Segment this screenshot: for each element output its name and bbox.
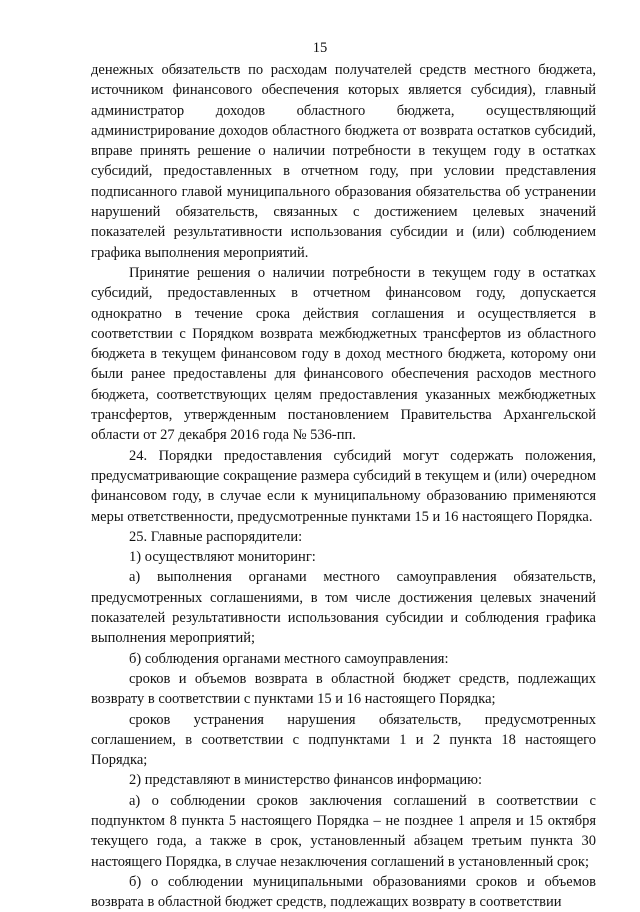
subitem-2a: а) о соблюдении сроков заключения соглашений в соответствии с подпунктом 8 пункта 5 настоящего Порядка – не позднее 1 апреля и 15 октября текущего года, а также в срок, установленный абзацем третьим пункта 30 настоящего Порядка, в случае незаключения соглашений в установленный срок; [91,792,596,870]
subitem-2b: б) о соблюдении муниципальными образованиями сроков и объемов возврата в областной бюджет средств, подлежащих возврату в соответствии [91,873,596,911]
paragraph: сроков и объемов возврата в областной бюджет средств, подлежащих возврату в соответствии с пунктами 15 и 16 настоящего Порядка; [91,670,596,708]
subitem-1b: б) соблюдения органами местного самоуправления: [129,650,449,667]
paragraph: сроков устранения нарушения обязательств, предусмотренных соглашением, в соответствии с подпунктами 1 и 2 пункта 18 настоящего Порядка; [91,711,596,769]
paragraph-item-24: 24. Порядки предоставления субсидий могут содержать положения, предусматривающие сокращение размера субсидий в текущем и (или) очередном финансовом году, в случае если к муниципальному образованию применяются меры ответственности, предусмотренные пунктами 15 и 16 настоящего Порядка. [91,447,596,525]
document-body [91,60,596,912]
paragraph: Принятие решения о наличии потребности в текущем году в остатках субсидий, предоставленных в отчетном финансовом году, допускается однократно в течение срока действия соглашения и осуществляется в соответствии с Порядком возврата межбюджетных трансфертов из областного бюджета в текущем финансовом году в доход местного бюджета, которому они были ранее предоставлены для финансового обеспечения расходов местного бюджета, соответствующих целям предоставления указанных межбюджетных трансфертов, утвержденным постановлением Правительства Архангельской области от 27 декабря 2016 года № 536-пп. [91,264,596,444]
subitem-1: 1) осуществляют мониторинг: [129,549,316,566]
subitem-1a: а) выполнения органами местного самоуправления обязательств, предусмотренных соглашениями, в том числе достижения целевых значений показателей результативности использования субсидии и соблюдения графика выполнения мероприятий; [91,569,596,647]
paragraph-continuation: денежных обязательств по расходам получателей средств местного бюджета, источником финансового обеспечения которых является субсидия), главный администратор доходов областного бюджета, осуществляющий администрирование доходов областного бюджета от возврата остатков субсидий, вправе принять решение о наличии потребности в текущем году в остатках субсидий, предоставленных в отчетном году, при условии представления подписанного главой муниципального образования обязательства об устранении нарушений обязательств, связанных с достижением целевых значений показателей результативности использования субсидии и (или) соблюдением графика выполнения мероприятий. [91,62,596,261]
paragraph-item-25: 25. Главные распорядители: [129,528,303,545]
page-number: 15 [312,40,328,56]
subitem-2: 2) представляют в министерство финансов информацию: [129,772,483,789]
